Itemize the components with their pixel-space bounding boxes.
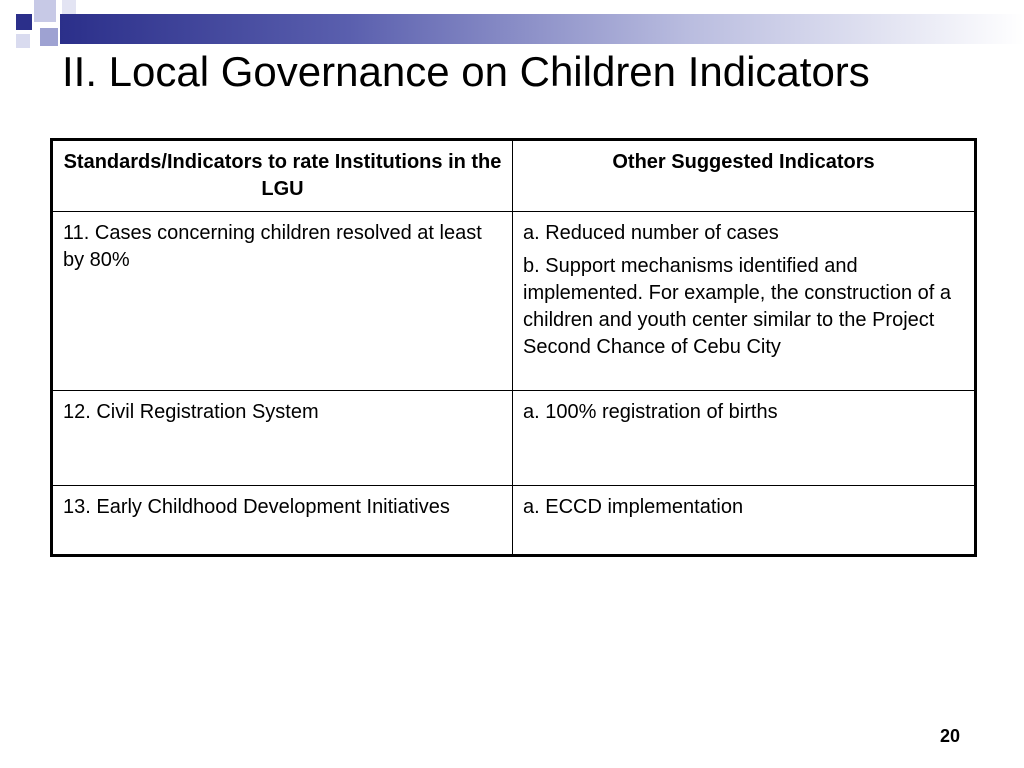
deco-square xyxy=(40,28,58,46)
indicators-table xyxy=(50,138,977,557)
deco-square xyxy=(34,0,56,22)
column-header-suggested: Other Suggested Indicators xyxy=(513,140,976,212)
deco-square xyxy=(16,14,32,30)
standard-cell: 13. Early Childhood Development Initiatives xyxy=(52,486,513,556)
table-row xyxy=(52,212,976,391)
deco-square xyxy=(62,0,76,14)
slide-title: II. Local Governance on Children Indicators xyxy=(62,48,870,95)
table-row xyxy=(52,486,976,556)
suggested-cell xyxy=(513,391,976,486)
suggested-item: a. Reduced number of cases xyxy=(523,222,779,244)
header-gradient-bar xyxy=(60,14,1024,44)
suggested-item: a. ECCD implementation xyxy=(523,496,744,518)
standard-cell: 12. Civil Registration System xyxy=(52,391,513,486)
page-number: 20 xyxy=(939,726,960,746)
deco-square xyxy=(16,34,30,48)
suggested-item: b. Support mechanisms identified and implemented. For example, the construction of a children and youth center similar to the Project Second Chance of Cebu City xyxy=(523,255,951,358)
column-header-standards: Standards/Indicators to rate Institutions in the LGU xyxy=(52,140,513,212)
table-header-row xyxy=(52,140,976,212)
table-row xyxy=(52,391,976,486)
suggested-cell xyxy=(513,212,976,391)
suggested-cell xyxy=(513,486,976,556)
standard-cell: 11. Cases concerning children resolved at least by 80% xyxy=(52,212,513,391)
suggested-item: a. 100% registration of births xyxy=(523,401,778,423)
